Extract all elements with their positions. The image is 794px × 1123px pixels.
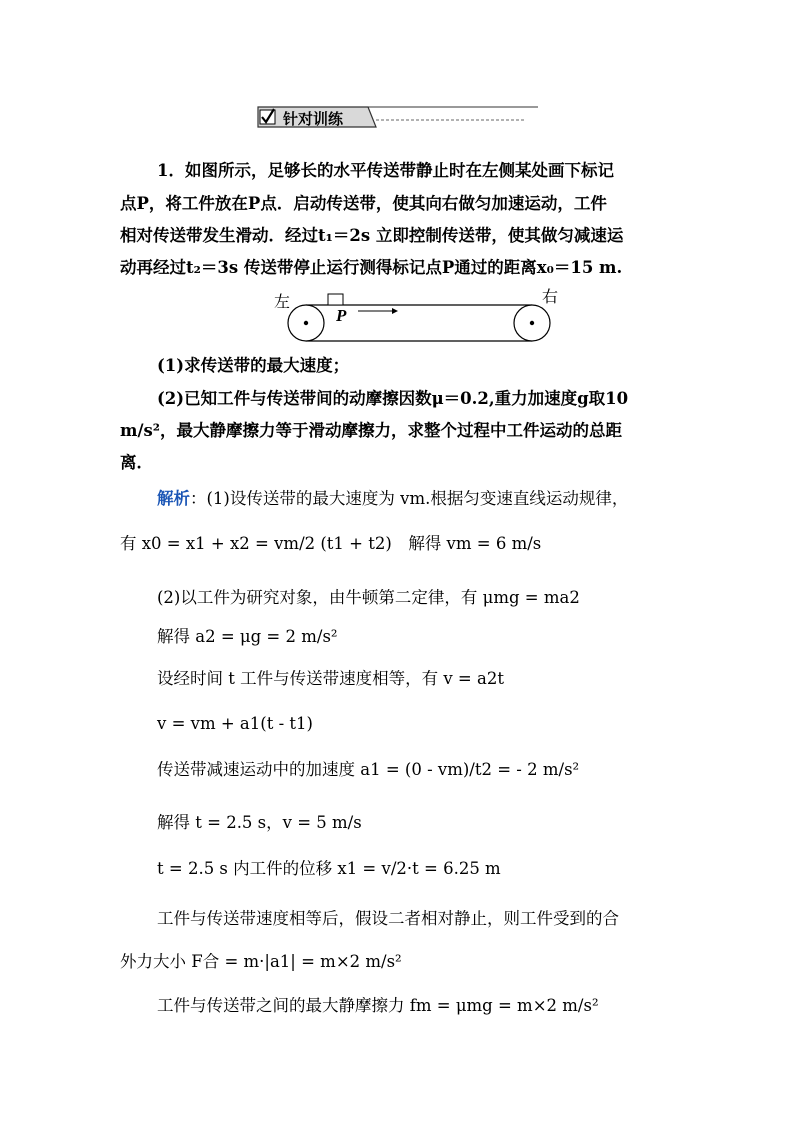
solution-line-9: t = 2.5 s 内工件的位移 x1 = v/2·t = 6.25 m <box>157 859 501 878</box>
solution-line-8: 解得 t = 2.5 s，v = 5 m/s <box>157 813 362 832</box>
solution-label: 解析 <box>157 489 190 508</box>
question-2-line-1: (2)已知工件与传送带间的动摩擦因数μ＝0.2,重力加速度g取10 <box>157 389 629 408</box>
solution-line-12: 工件与传送带之间的最大静摩擦力 fm = μmg = m×2 m/s² <box>157 996 599 1015</box>
problem-line-1: 1．如图所示，足够长的水平传送带静止时在左侧某处画下标记 <box>157 161 614 180</box>
figure-right-label: 右 <box>542 287 559 306</box>
header-tag-label: 针对训练 <box>283 110 344 128</box>
solution-line-3: (2)以工件为研究对象，由牛顿第二定律，有 μmg = ma2 <box>157 588 580 607</box>
solution-line-1 <box>157 488 628 510</box>
solution-line-11: 外力大小 F合 = m·|a1| = m×2 m/s² <box>120 952 402 971</box>
question-2-line-3: 离． <box>120 453 153 472</box>
problem-line-4: 动再经过t₂＝3s 传送带停止运行测得标记点P通过的距离x₀＝15 m. <box>120 258 623 277</box>
solution-line-5: 设经时间 t 工件与传送带速度相等，有 v = a2t <box>157 669 504 688</box>
solution-line-10: 工件与传送带速度相等后，假设二者相对静止，则工件受到的合 <box>157 909 619 928</box>
figure-left-label: 左 <box>274 292 291 311</box>
solution-s1: ：(1)设传送带的最大速度为 vm.根据匀变速直线运动规律， <box>190 489 629 508</box>
problem-line-2: 点P，将工件放在P点．启动传送带，使其向右做匀加速运动，工件 <box>120 194 607 213</box>
question-2-line-2: m/s²，最大静摩擦力等于滑动摩擦力，求整个过程中工件运动的总距 <box>120 421 623 440</box>
problem-line-3: 相对传送带发生滑动．经过t₁＝2s 立即控制传送带，使其做匀减速运 <box>120 226 624 245</box>
figure-point-label: P <box>336 306 347 325</box>
solution-line-7: 传送带减速运动中的加速度 a1 = (0 - vm)/t2 = - 2 m/s² <box>157 760 580 779</box>
workpiece-block <box>328 294 343 305</box>
conveyor-figure <box>272 286 572 346</box>
section-header <box>256 103 538 131</box>
question-1: (1)求传送带的最大速度； <box>157 356 350 375</box>
solution-line-4: 解得 a2 = μg = 2 m/s² <box>157 627 338 646</box>
solution-line-6: v = vm + a1(t - t1) <box>157 714 313 733</box>
arrow-right-icon <box>392 308 398 314</box>
solution-line-2: 有 x0 = x1 + x2 = vm/2 (t1 + t2) 解得 vm = 6 m/s <box>120 534 542 553</box>
